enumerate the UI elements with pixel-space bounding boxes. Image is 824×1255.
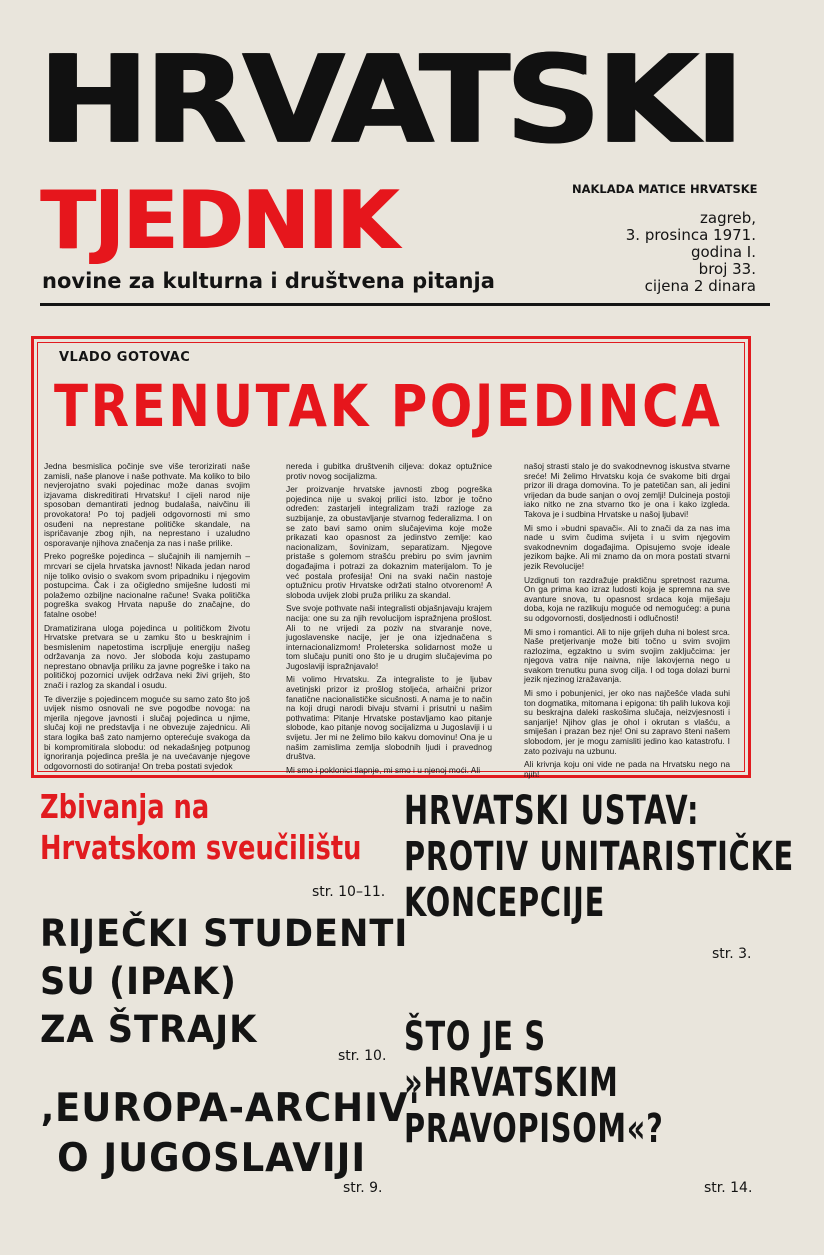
issue-info (626, 210, 756, 295)
teaser-line: Zbivanja na (40, 787, 210, 826)
issue-year: godina I. (690, 243, 756, 261)
issue-price: cijena 2 dinara (644, 277, 756, 295)
article-paragraph: Te diverzije s pojedincem moguće su samo zato što još uvijek nismo osnovali ne sve pogodbe novoga: na mjerila njegove javnosti i slučaj pojedinca u njime, slučaj koji ne predstavlja i ne obvezuje zajednicu. Ali stara logika baš zato namjerno opterećuje svakoga da bi kompromitirala slobodu: od nekadašnjeg potpunog ignoriranja pojedinca prešla je na uvećavanje njegove odgovornosti do sotiranja! On treba postati svjedok (44, 693, 250, 771)
issue-number: broj 33. (698, 260, 756, 278)
article-paragraph: Sve svoje pothvate naši integralisti objašnjavaju krajem nacija: one su za njih revolucijom ispražnjena prošlost. Ali to ne vrijedi za poziv na stvaranje nove, jugoslavenske nacije, jer je ona izjednačena s internacionalizmom! Proleterska solidarnost može u tom slučaju puniti ono što je u drugim slučajevima po Jugoslaviji ispražnjavalo! (286, 603, 492, 671)
article-column-2 (286, 461, 492, 775)
article-author: VLADO GOTOVAC (59, 350, 191, 365)
teaser-page-ref: str. 9. (343, 1180, 383, 1196)
teaser-line: O JUGOSLAVIJI (57, 1136, 367, 1181)
teaser-page-ref: str. 3. (712, 946, 752, 962)
teaser-page-ref: str. 14. (704, 1180, 753, 1196)
article-column-3 (524, 461, 730, 779)
masthead-title: HRVATSKI (38, 29, 740, 172)
publisher-line: NAKLADA MATICE HRVATSKE (572, 182, 758, 196)
teaser-line: SU (IPAK) (40, 960, 237, 1003)
article-paragraph: Jer proizvanje hrvatske javnosti zbog pogreška pojedinca nije u svakoj prilici isto. Izbor je točno određen: zastarjeli integralizam traži razloge za suzbijanje, za obustavljanje stvarnog federalizma. I on se zato bavi samo onim slučajevima koje može prikazati kao opasnost za jedinstvo zemlje: kao nacionalizam, šovinizam, separatizam. Njegove pristaše s golemom strašću prebiru po svim javnim događajima i potrazi za dokaznim materijalom. To je već postala profesija! Oni na svaki način nastoje optužnicu protiv Hrvatske održati stalno otvorenom! A sloboda uvijek zlobi pruža priliku za skandal. (286, 484, 492, 600)
article-paragraph: Mi smo i poklonici tlapnje, mi smo i u njenoj moći. Ali (286, 764, 481, 775)
teaser-orthography-headline[interactable] (404, 1014, 664, 1152)
teaser-line: Hrvatskom sveučilištu (40, 828, 362, 867)
teaser-constitution-headline[interactable] (404, 788, 794, 926)
teaser-line: »HRVATSKIM (404, 1060, 619, 1106)
masthead-tagline: novine za kulturna i društvena pitanja (42, 269, 495, 293)
article-column-1 (44, 461, 250, 771)
teaser-page-ref: str. 10–11. (312, 884, 386, 900)
teaser-line: HRVATSKI USTAV: (404, 788, 700, 834)
article-paragraph: Preko pogreške pojedinca – slučajnih ili namjernih – mrcvari se cijela hrvatska javnost! Nikada jedan narod nije toliko ovisio o svakom svom pripadniku i njegovim postupcima. Čak i za očigledno smiješne ludosti mi polažemo ozbiljne nacionalne račune! Svaka politička pogreška svakog Hrvata napuše do značajne, do fatalne osobe! (44, 551, 250, 619)
teaser-line: RIJEČKI STUDENTI (40, 912, 409, 955)
teaser-line: PRAVOPISOM«? (404, 1106, 664, 1152)
masthead-subtitle: TJEDNIK (40, 174, 398, 267)
article-headline: TRENUTAK POJEDINCA (54, 372, 723, 440)
issue-place: zagreb, (700, 209, 756, 227)
article-paragraph: Dramatizirana uloga pojedinca u političkom životu Hrvatske pretvara se u zamku što u beskrajnim i besmislenim napetostima iscrpljuje energiju našeg održavanja za novo. Jer sloboda koju zastupamo neprestano obnavlja priliku za javne pogreške i tako na političkoj pozornici uvijek održava neki živi grijeh, što znači i razlog za skandal i osudu. (44, 622, 250, 691)
teaser-university-headline[interactable] (40, 786, 361, 868)
article-paragraph: nereda i gubitka društvenih ciljeva: dokaz optužnice protiv novog socijalizma. (286, 461, 492, 481)
article-paragraph: Mi smo i »budni spavači«. Ali to znači da za nas ima nade u svim čudima svijeta i u svim njegovim svakodnevnim događajima. Opisujemo svoje ideale jezikom bajke. Ali mi znamo da on mora postati stvarni jezik Revolucije! (524, 522, 730, 571)
article-paragraph: Mi volimo Hrvatsku. Za integraliste to je ljubav avetinjski prizor iz prošlog stoljeća, arhaični prizor fanatične nacionalističke sicušnosti. A nama je to način na koji drugi narodi bivaju stvarni i prisutni u našim pothvatima: Pitanje Hrvatske postavljamo kao pitanje slobode, kao pitanje novog socijalizma u Jugoslaviji i u svijetu. Jer mi ne želimo bilo kakvu domovinu! Ona je u našim zamislima zemlja slobodnih ljudi i pravednog društva. (286, 674, 492, 762)
masthead-rule (40, 303, 770, 306)
article-paragraph: Uzdignuti ton razdražuje praktičnu spretnost razuma. On ga prima kao izraz ludosti koja je spremna na sve avanture snova, tu opasnost srdaca koja miješaju doba, koja ne razlikuju moguće od nemogućeg: a puna su odgovornosti, dosljednosti i odlučnosti! (524, 574, 730, 623)
teaser-line: ‚EUROPA-ARCHIV' (40, 1086, 421, 1131)
article-paragraph: Jedna besmislica počinje sve više terorizirati naše zamisli, naše planove i naše pothvate. Ma koliko to bilo nevjerojatno svaki pojedinac može danas svojim izjavama diskreditirati Hrvatsku! I cijeli narod nije sposoban demantirati jednog budalaša, naivčinu ili provokatora! Po toj padjeli odgovornosti mi smo osuđeni na neprestane političke skandale, na ispričavanje zbog njih, na neprestano i uzaludno osporavanje njihova značenja za nas i naše prilike. (44, 461, 250, 548)
teaser-rijeka-students-headline[interactable] (40, 910, 408, 1054)
article-paragraph: našoj strasti stalo je do svakodnevnog iskustva stvarne sreće! Mi želimo Hrvatsku koja će svakome biti drgai prizor ili draga domovina. To je patetičan san, ali jedini vrijedan da bude sanjan o ovoj zemlji! Dulcineja postoji iako nitko ne zna stvarno tko je ona i kako izgleda. Takova je i sudbina Hrvatske u našoj ljubavi! (524, 461, 730, 519)
teaser-line: ZA ŠTRAJK (40, 1008, 258, 1051)
teaser-page-ref: str. 10. (338, 1048, 387, 1064)
article-paragraph: Mi smo i pobunjenici, jer oko nas najčešće vlada suhi ton dogmatika, mitomana i epigona: tih palih lukova koji su beskrajna daleki raskošima slučaja, neizvjesnosti i sanjarije! Njihov glas je ohol i okrutan s vlašću, a smiješan i prazan bez nje! Oni su zapravo šteni našem slobodom, jer je mogu zamisliti jedino kao katastrofu. I zato pozivaju na uzbunu. (524, 688, 730, 756)
article-paragraph: Ali krivnja koju oni vide ne pada na Hrvatsku nego na njih! (524, 759, 730, 779)
teaser-line: PROTIV UNITARISTIČKE (404, 834, 794, 880)
teaser-europa-archiv-headline[interactable] (40, 1084, 421, 1184)
issue-date: 3. prosinca 1971. (625, 226, 756, 244)
teaser-line: ŠTO JE S (404, 1014, 546, 1060)
teaser-line: KONCEPCIJE (404, 880, 605, 926)
article-paragraph: Mi smo i romantici. Ali to nije grijeh duha ni bolest srca. Naše pretjerivanje može biti točno u svim svojim razlozima, egzaktno u svim svojim zaključcima: jer njegova vatra nije naivna, nije lakovjerna nego u svakom trenutku puna svog cilja. I od toga dolazi burni jezik njezinog izražavanja. (524, 626, 730, 685)
